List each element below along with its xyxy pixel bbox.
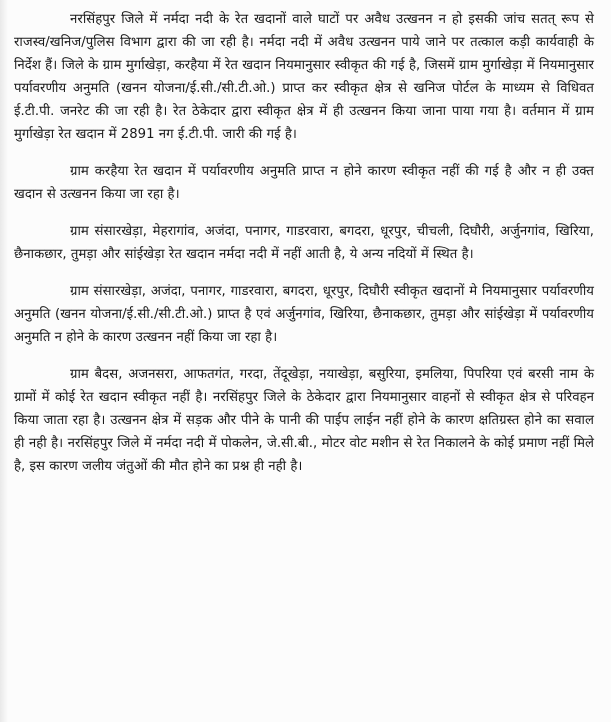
paragraph-environmental-clearance: ग्राम संसारखेड़ा, अजंदा, पनागर, गाडरवारा, बगदरा, धूरपुर, दिघौरी स्वीकृत खदानों मे नियमानुसार पर्यावरणीय अनुमति (खनन योजना/ई.सी./सी.टी.ओ.) प्राप्त है एवं अर्जुनगांव, खिरिया, छैनाकछार, तुमड़ा और सांईखेड़ा में पर्यावरणीय अनुमति न होने के कारण उत्खनन नहीं किया जा रहा है। (14, 284, 594, 345)
paragraph-illegal-mining-inspection: नरसिंहपुर जिले में नर्मदा नदी के रेत खदानों वाले घाटों पर अवैध उत्खनन न हो इसकी जांच सतत् रूप से राजस्व/खनिज/पुलिस विभाग द्वारा की जा रही है। नर्मदा नदी में अवैध उत्खनन पाये जाने पर तत्काल कड़ी कार्यवाही के निर्देश हैं। जिले के ग्राम मुर्गाखेड़ा, करहैया में रेत खदान नियमानुसार स्वीकृत की गई है, जिसमें ग्राम मुर्गाखेड़ा में नियमानुसार पर्यावरणीय अनुमति (खनन योजना/ई.सी./सी.टी.ओ.) प्राप्त कर स्वीकृत क्षेत्र से खनिज पोर्टल के माध्यम से विधिवत ई.टी.पी. जनरेट की जा रही है। रेत ठेकेदार द्वारा स्वीकृत क्षेत्र में ही उत्खनन किया जाना पाया गया है। वर्तमान में ग्राम मुर्गाखेड़ा रेत खदान में 2891 नग ई.टी.पी. जारी की गई है। (14, 12, 594, 142)
paragraph-karhaiya-mine: ग्राम करहैया रेत खदान में पर्यावरणीय अनुमति प्राप्त न होने कारण स्वीकृत नहीं की गई है और न ही उक्त खदान से उत्खनन किया जा रहा है। (14, 164, 594, 202)
paragraph-no-sanctioned-mines: ग्राम बैदस, अजनसरा, आफतगंत, गरदा, तेंदूखेड़ा, नयाखेड़ा, बसुरिया, इमलिया, पिपरिया एवं बरसी नाम के ग्रामों में कोई रेत खदान स्वीकृत नहीं है। नरसिंहपुर जिले के ठेकेदार द्वारा नियमानुसार वाहनों से स्वीकृत क्षेत्र से परिवहन किया जाता रहा है। उत्खनन क्षेत्र में सड़क और पीने के पानी की पाईप लाईन नहीं होने के कारण क्षतिग्रस्त होने का सवाल ही नही है। नरसिंहपुर जिले में नर्मदा नदी में पोकलेन, जे.सी.बी., मोटर वोट मशीन से रेत निकालने के कोई प्रमाण नहीं मिले है, इस कारण जलीय जंतुओं की मौत होने का प्रश्न ही नही है। (14, 367, 594, 474)
scan-gutter (0, 0, 8, 722)
document-body (14, 8, 594, 478)
paragraph-mines-on-other-rivers: ग्राम संसारखेड़ा, मेहरागांव, अजंदा, पनागर, गाडरवारा, बगदरा, धूरपुर, चीचली, दिघौरी, अर्जुनगांव, खिरिया, छैनाकछार, तुमड़ा और सांईखेड़ा रेत खदान नर्मदा नदी में नहीं आती है, ये अन्य नदियों में स्थित है। (14, 224, 594, 262)
